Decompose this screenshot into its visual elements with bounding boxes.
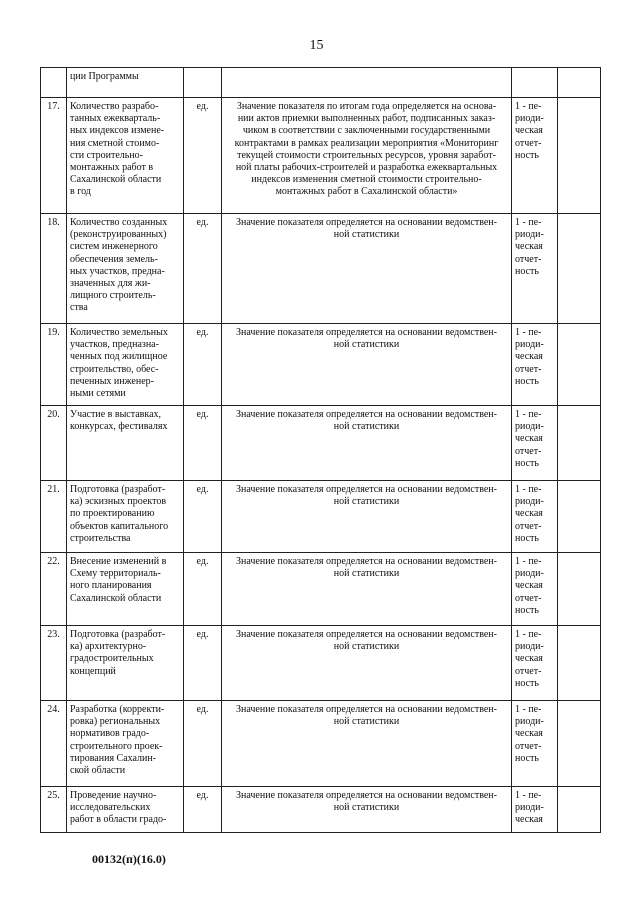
table-cell-num: 25. [41, 787, 67, 833]
table-cell-period: 1 - пе- риоди- ческая [512, 787, 558, 833]
table-cell-period: 1 - пе- риоди- ческая отчет- ность [512, 553, 558, 626]
table-cell-extra [558, 324, 601, 406]
table-cell-extra [558, 701, 601, 787]
table-cell-unit: ед. [184, 481, 222, 553]
table-cell-period: 1 - пе- риоди- ческая отчет- ность [512, 98, 558, 214]
table-cell-description: Значение показателя определяется на основании ведомствен- ной статистики [222, 406, 512, 481]
table-cell-name: Количество разрабо- танных ежекварталь- ных индексов измене- ния сметной стоимо- сти строительно- монтажных работ в Сахалинской области в год [67, 98, 184, 214]
table-row [41, 701, 601, 787]
table-row [41, 214, 601, 324]
table-cell-description [222, 68, 512, 98]
table-cell-description: Значение показателя определяется на основании ведомствен- ной статистики [222, 787, 512, 833]
table-cell-name: Подготовка (разработ- ка) архитектурно- градостроительных концепций [67, 626, 184, 701]
table-cell-period: 1 - пе- риоди- ческая отчет- ность [512, 481, 558, 553]
table-cell-period: 1 - пе- риоди- ческая отчет- ность [512, 324, 558, 406]
table-cell-num: 19. [41, 324, 67, 406]
table-cell-num: 20. [41, 406, 67, 481]
table-cell-extra [558, 98, 601, 214]
table-cell-num: 24. [41, 701, 67, 787]
table-cell-unit: ед. [184, 406, 222, 481]
table-cell-num: 18. [41, 214, 67, 324]
table-cell-description: Значение показателя определяется на основании ведомствен- ной статистики [222, 214, 512, 324]
table-cell-description: Значение показателя определяется на основании ведомствен- ной статистики [222, 324, 512, 406]
table-cell-description: Значение показателя определяется на основании ведомствен- ной статистики [222, 481, 512, 553]
table-cell-name: ции Программы [67, 68, 184, 98]
table-row [41, 787, 601, 833]
table-cell-unit: ед. [184, 701, 222, 787]
table-row-continuation [41, 68, 601, 98]
table-cell-extra [558, 553, 601, 626]
table-cell-unit: ед. [184, 214, 222, 324]
table-cell-name: Разработка (корректи- ровка) региональных нормативов градо- строительного проек- тирования Сахалин- ской области [67, 701, 184, 787]
table-cell-name: Количество созданных (реконструированных) систем инженерного обеспечения земель- ных участков, предна- значенных для жи- лищного строитель- ства [67, 214, 184, 324]
table-cell-name: Внесение изменений в Схему территориаль- ного планирования Сахалинской области [67, 553, 184, 626]
table-cell-extra [558, 68, 601, 98]
table-cell-extra [558, 787, 601, 833]
table-cell-extra [558, 214, 601, 324]
table-cell-extra [558, 406, 601, 481]
table-cell-unit: ед. [184, 553, 222, 626]
table-cell-num: 23. [41, 626, 67, 701]
table-cell-num: 21. [41, 481, 67, 553]
table-cell-description: Значение показателя определяется на основании ведомствен- ной статистики [222, 626, 512, 701]
table-cell-name: Подготовка (разработ- ка) эскизных проектов по проектированию объектов капитального строительства [67, 481, 184, 553]
table-cell-num: 17. [41, 98, 67, 214]
table-cell-description: Значение показателя определяется на основании ведомствен- ной статистики [222, 701, 512, 787]
table-row [41, 324, 601, 406]
table-cell-description: Значение показателя определяется на основании ведомствен- ной статистики [222, 553, 512, 626]
table-cell-period: 1 - пе- риоди- ческая отчет- ность [512, 214, 558, 324]
table-cell-unit [184, 68, 222, 98]
table-cell-extra [558, 626, 601, 701]
table-cell-description: Значение показателя по итогам года определяется на основа- нии актов приемки выполненных работ, подписанных заказ- чиком в соответствии с заключенными государственными контрактами в рамках реализации мероприятия «Мониторинг текущей стоимости строительных ресурсов, уровня заработ- ной платы рабочих-строителей и разработка ежеквартальных индексов изменения сметной стоимости строительно- монтажных работ в Сахалинской области» [222, 98, 512, 214]
table-cell-period [512, 68, 558, 98]
table-cell-unit: ед. [184, 787, 222, 833]
table-row [41, 406, 601, 481]
table-row [41, 553, 601, 626]
table-cell-period: 1 - пе- риоди- ческая отчет- ность [512, 701, 558, 787]
table-cell-period: 1 - пе- риоди- ческая отчет- ность [512, 626, 558, 701]
table-cell-name: Участие в выставках, конкурсах, фестивалях [67, 406, 184, 481]
table-cell-name: Проведение научно- исследовательских работ в области градо- [67, 787, 184, 833]
document-code: 00132(п)(16.0) [92, 852, 166, 866]
table-cell-unit: ед. [184, 626, 222, 701]
table-row [41, 98, 601, 214]
indicators-table [40, 67, 601, 833]
table-cell-name: Количество земельных участков, предназна- ченных под жилищное строительство, обес- печенных инженер- ными сетями [67, 324, 184, 406]
table-cell-period: 1 - пе- риоди- ческая отчет- ность [512, 406, 558, 481]
table-cell-unit: ед. [184, 98, 222, 214]
table-cell-num [41, 68, 67, 98]
page-number: 15 [309, 38, 324, 53]
table-row [41, 626, 601, 701]
table-cell-extra [558, 481, 601, 553]
table-row [41, 481, 601, 553]
table-cell-num: 22. [41, 553, 67, 626]
table-cell-unit: ед. [184, 324, 222, 406]
